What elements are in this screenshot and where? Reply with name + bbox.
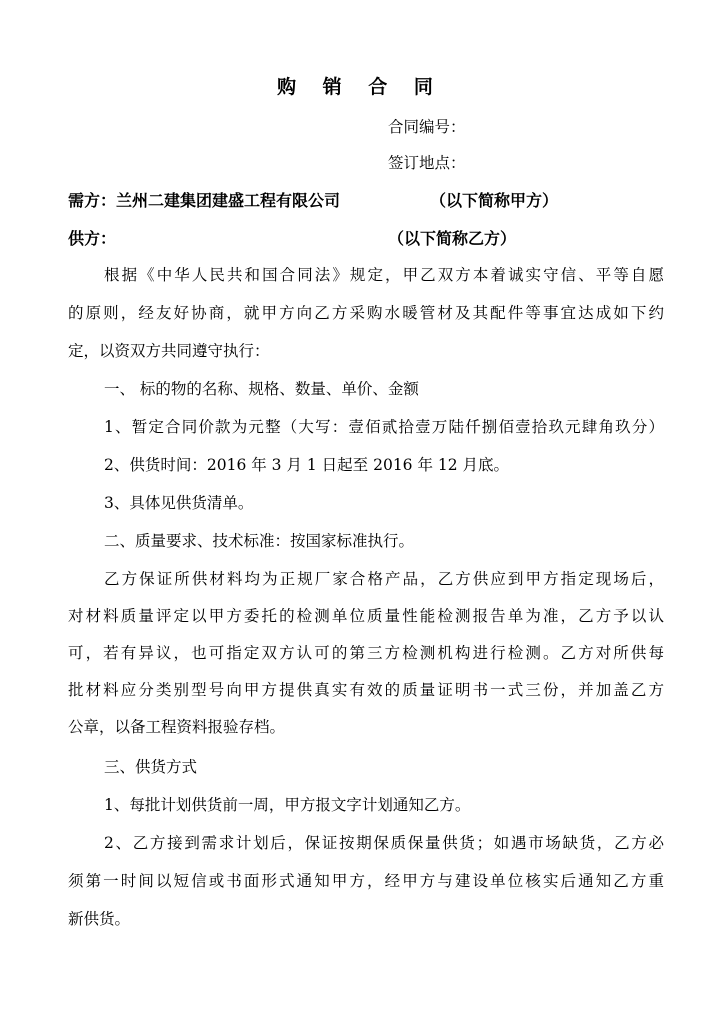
contract-number-label: 合同编号：	[388, 118, 466, 136]
section2-line1: 乙方保证所供材料均为正规厂家合格产品，乙方供应到甲方指定现场后，	[104, 570, 664, 588]
supplier-label: 供方：	[68, 229, 117, 248]
supplier-alias: （以下简称乙方）	[388, 229, 517, 248]
section3-item2-line3: 新供货。	[68, 910, 131, 928]
sign-place-label: 签订地点：	[388, 154, 466, 172]
intro-line-1: 根据《中华人民共和国合同法》规定，甲乙双方本着诚实守信、平等自愿	[104, 266, 664, 284]
buyer-alias: （以下简称甲方）	[430, 191, 559, 210]
section3-item1: 1、每批计划供货前一周，甲方报文字计划通知乙方。	[104, 796, 471, 814]
section2-line3: 可，若有异议，也可指定双方认可的第三方检测机构进行检测。乙方对所供每	[68, 644, 664, 662]
section1-item3: 3、具体见供货清单。	[104, 494, 254, 512]
intro-line-3: 定，以资双方共同遵守执行：	[68, 342, 270, 360]
intro-line-2: 的原则，经友好协商，就甲方向乙方采购水暖管材及其配件等事宜达成如下约	[68, 304, 664, 322]
section3-item2-line2: 须第一时间以短信或书面形式通知甲方，经甲方与建设单位核实后通知乙方重	[68, 872, 664, 890]
section1-item1: 1、暂定合同价款为元整（大写：壹佰贰拾壹万陆仟捌佰壹拾玖元肆角玖分）	[104, 418, 664, 436]
section2-heading: 二、质量要求、技术标准：按国家标准执行。	[104, 532, 415, 550]
page-title: 购 销 合 同	[277, 76, 443, 98]
section3-item2-line1: 2、乙方接到需求计划后，保证按期保质保量供货；如遇市场缺货，乙方必	[104, 834, 664, 852]
section1-heading: 一、 标的物的名称、规格、数量、单价、金额	[104, 380, 419, 398]
section2-line4: 批材料应分类别型号向甲方提供真实有效的质量证明书一式三份，并加盖乙方	[68, 681, 664, 699]
section1-item2: 2、供货时间：2016 年 3 月 1 日起至 2016 年 12 月底。	[104, 456, 510, 474]
section3-heading: 三、供货方式	[104, 758, 198, 776]
section2-line2: 对材料质量评定以甲方委托的检测单位质量性能检测报告单为准，乙方予以认	[68, 607, 664, 625]
section2-line5: 公章，以备工程资料报验存档。	[68, 718, 286, 736]
buyer-label: 需方：兰州二建集团建盛工程有限公司	[68, 191, 341, 210]
